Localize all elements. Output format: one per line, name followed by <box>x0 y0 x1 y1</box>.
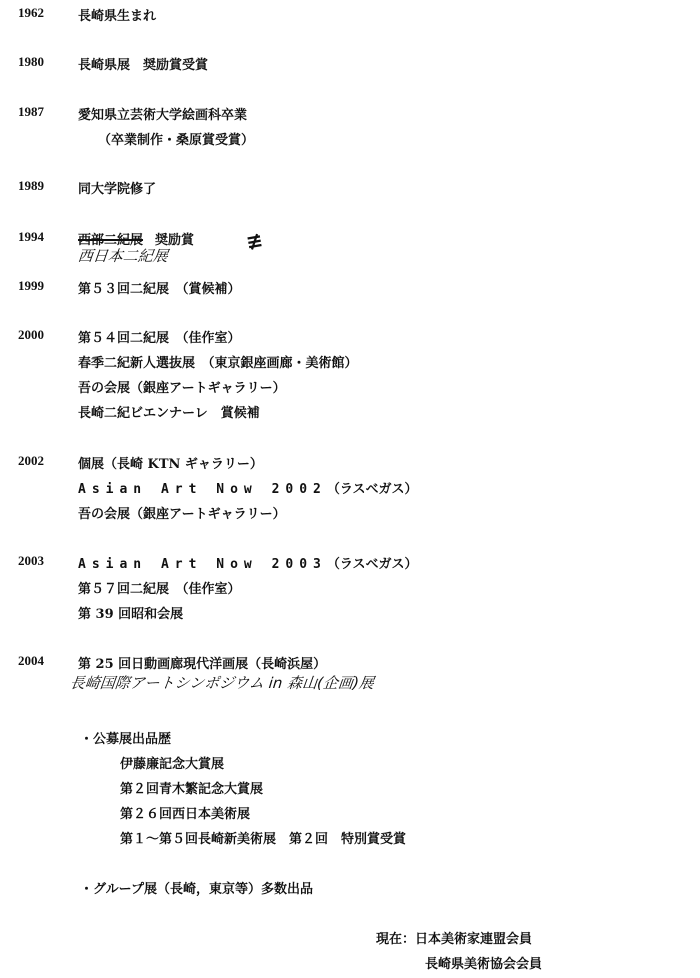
membership-line-1: 現在：日本美術家連盟会員 <box>376 932 533 947</box>
entry-2002-line-2 <box>78 478 418 497</box>
struck-exhibition-name: 西部二紀展 <box>78 233 144 248</box>
entry-2003-line-1 <box>78 553 418 572</box>
year-1989: 1989 <box>18 178 44 193</box>
year-2000: 2000 <box>18 327 44 342</box>
year-2004: 2004 <box>18 653 44 668</box>
entry-2003-line-3: 第 39 回昭和会展 <box>78 607 184 622</box>
handwritten-correction-1994: 西日本二紀展 <box>77 247 169 265</box>
las-vegas-2003: （ラスベガス） <box>326 557 418 572</box>
entry-1980-line: 長崎県展 奨励賞受賞 <box>78 58 209 73</box>
competition-item: 第１～第５回長崎新美術展 第２回 特別賞受賞 <box>120 832 407 847</box>
award-label: 奨励賞 <box>155 233 195 248</box>
entry-2000-line-1: 第５４回二紀展 （佳作室） <box>78 331 241 346</box>
entry-1989-line: 同大学院修了 <box>78 182 157 197</box>
entry-2003-line-2: 第５７回二紀展 （佳作室） <box>78 582 241 597</box>
group-exhibitions-line: ・グループ展（長崎，東京等）多数出品 <box>80 882 313 897</box>
entry-1987-line-2: （卒業制作・桑原賞受賞） <box>98 133 255 148</box>
year-2003: 2003 <box>18 553 44 568</box>
entry-2002-line-1: 個展（長崎 KTN ギャラリー） <box>78 457 263 472</box>
entry-2000-line-2: 春季二紀新人選抜展 （東京銀座画廊・美術館） <box>78 356 358 371</box>
year-1994: 1994 <box>18 229 44 244</box>
las-vegas-2002: （ラスベガス） <box>326 482 418 497</box>
entry-1999-line: 第５３回二紀展 （賞候補） <box>78 282 241 297</box>
competition-section-title: ・公募展出品歴 <box>80 732 172 747</box>
entry-2004-line-1: 第 25 回日動画廊現代洋画展（長崎浜屋） <box>78 657 327 672</box>
entry-2000-line-3: 吾の会展（銀座アートギャラリー） <box>78 381 286 396</box>
competition-item: 第２回青木繁記念大賞展 <box>120 782 264 797</box>
year-1962: 1962 <box>18 5 44 20</box>
competition-item: 伊藤廉記念大賞展 <box>120 757 225 772</box>
asian-art-now-2002: Asian Art Now 2002 <box>78 482 327 497</box>
handwritten-mark: ≢ <box>244 227 265 255</box>
entry-2002-line-3: 吾の会展（銀座アートギャラリー） <box>78 507 286 522</box>
asian-art-now-2003: Asian Art Now 2003 <box>78 557 327 572</box>
entry-1962-line: 長崎県生まれ <box>78 9 157 24</box>
entry-2000-line-4: 長崎二紀ビエンナーレ 賞候補 <box>78 406 260 421</box>
year-1980: 1980 <box>18 54 44 69</box>
year-1987: 1987 <box>18 104 44 119</box>
competition-item: 第２６回西日本美術展 <box>120 807 251 822</box>
year-2002: 2002 <box>18 453 44 468</box>
entry-1987-line-1: 愛知県立芸術大学絵画科卒業 <box>78 108 248 123</box>
handwritten-addition-2004: 長崎国際アートシンポジウム in 森山(企画)展 <box>69 674 375 692</box>
year-1999: 1999 <box>18 278 44 293</box>
membership-line-2: 長崎県美術協会会員 <box>425 957 543 972</box>
